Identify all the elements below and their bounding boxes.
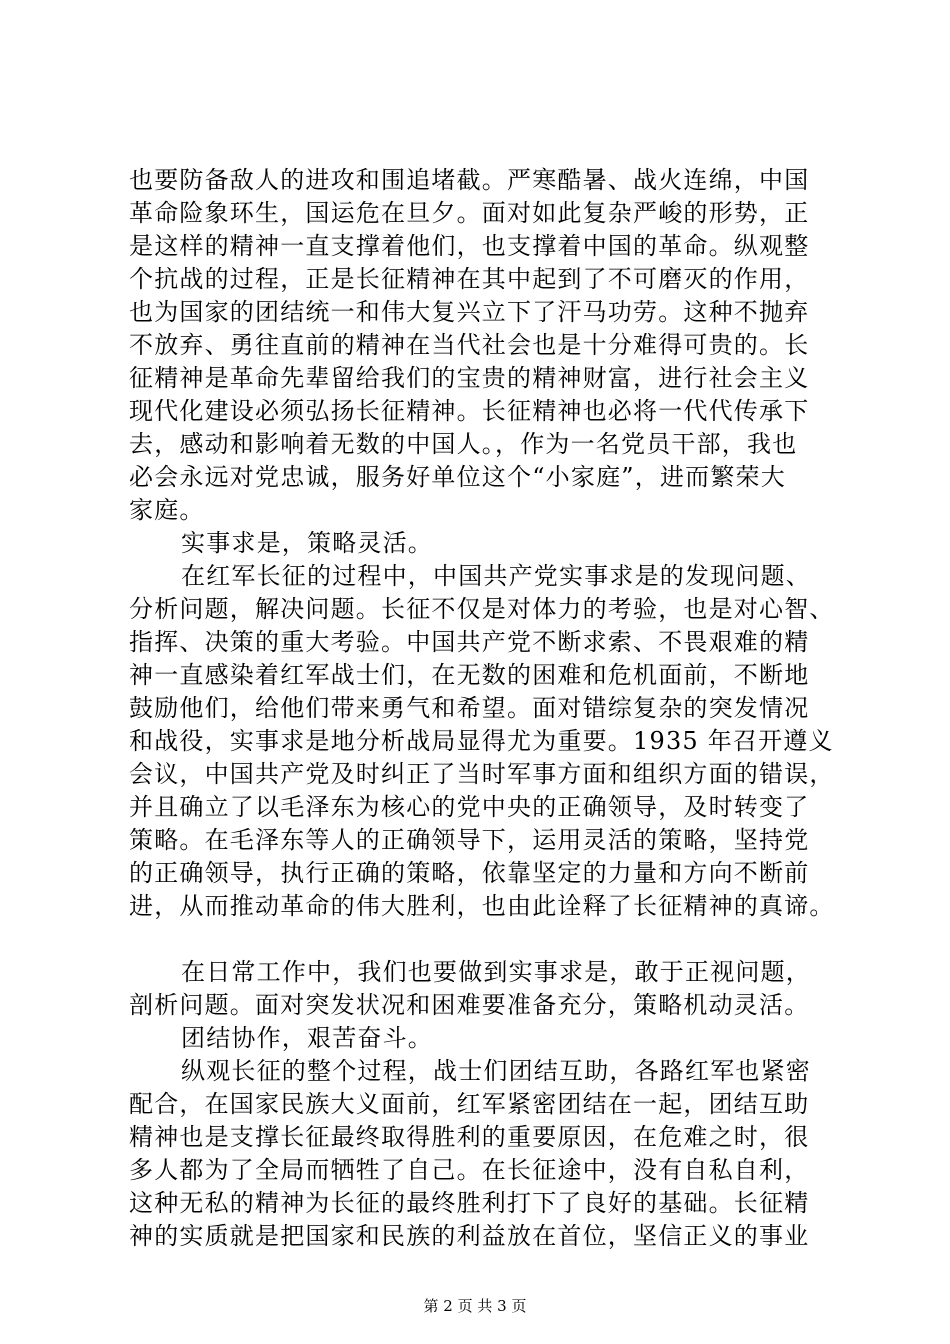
page-footer <box>0 1296 950 1316</box>
text-line: 去，感动和影响着无数的中国人。，作为一名党员干部，我也 <box>129 430 798 458</box>
text-line: 和战役，实事求是地分析战局显得尤为重要。1935 年召开遵义 <box>129 727 834 755</box>
text-line: 进，从而推动革命的伟大胜利，也由此诠释了长征精神的真谛。 <box>129 892 835 920</box>
text-line: 鼓励他们，给他们带来勇气和希望。面对错综复杂的突发情况 <box>129 694 810 722</box>
text-line: 纵观长征的整个过程，战士们团结互助，各路红军也紧密 <box>181 1057 811 1085</box>
text-line: 配合，在国家民族大义面前，红军紧密团结在一起，团结互助 <box>129 1090 810 1118</box>
text-line: 多人都为了全局而牺牲了自己。在长征途中，没有自私自利， <box>129 1156 810 1184</box>
section-heading: 实事求是，策略灵活。 <box>181 529 433 557</box>
text-line: 必会永远对党忠诚，服务好单位这个“小家庭”，进而繁荣大 <box>129 463 786 491</box>
text-line: 分析问题，解决问题。长征不仅是对体力的考验，也是对心智、 <box>129 595 835 623</box>
page-number-label: 第 2 页 共 3 页 <box>423 1297 527 1315</box>
section-heading: 团结协作，艰苦奋斗。 <box>181 1024 433 1052</box>
text-line: 并且确立了以毛泽东为核心的党中央的正确领导，及时转变了 <box>129 793 810 821</box>
text-line: 会议，中国共产党及时纠正了当时军事方面和组织方面的错误， <box>129 760 835 788</box>
text-line: 不放弃、勇往直前的精神在当代社会也是十分难得可贵的。长 <box>129 331 810 359</box>
text-line: 家庭。 <box>129 496 205 524</box>
body-text <box>129 164 849 1253</box>
text-line: 的正确领导，执行正确的策略，依靠坚定的力量和方向不断前 <box>129 859 810 887</box>
text-line: 这种无私的精神为长征的最终胜利打下了良好的基础。长征精 <box>129 1189 810 1217</box>
paragraph-gap <box>129 923 849 956</box>
text-line: 现代化建设必须弘扬长征精神。长征精神也必将一代代传承下 <box>129 397 810 425</box>
text-line: 也要防备敌人的进攻和围追堵截。严寒酷暑、战火连绵，中国 <box>129 166 810 194</box>
text-line: 指挥、决策的重大考验。中国共产党不断求索、不畏艰难的精 <box>129 628 810 656</box>
text-line: 剖析问题。面对突发状况和困难要准备充分，策略机动灵活。 <box>129 991 810 1019</box>
text-line: 个抗战的过程，正是长征精神在其中起到了不可磨灭的作用， <box>129 265 810 293</box>
text-line: 神一直感染着红军战士们，在无数的困难和危机面前，不断地 <box>129 661 810 689</box>
text-line: 神的实质就是把国家和民族的利益放在首位，坚信正义的事业 <box>129 1222 810 1250</box>
text-line: 革命险象环生，国运危在旦夕。面对如此复杂严峻的形势，正 <box>129 199 810 227</box>
text-line: 是这样的精神一直支撑着他们，也支撑着中国的革命。纵观整 <box>129 232 810 260</box>
text-line: 精神也是支撑长征最终取得胜利的重要原因，在危难之时，很 <box>129 1123 810 1151</box>
text-line: 征精神是革命先辈留给我们的宝贵的精神财富，进行社会主义 <box>129 364 810 392</box>
text-line: 策略。在毛泽东等人的正确领导下，运用灵活的策略，坚持党 <box>129 826 810 854</box>
text-line: 也为国家的团结统一和伟大复兴立下了汗马功劳。这种不抛弃 <box>129 298 810 326</box>
text-line: 在红军长征的过程中，中国共产党实事求是的发现问题、 <box>181 562 811 590</box>
text-line: 在日常工作中，我们也要做到实事求是，敢于正视问题， <box>181 958 811 986</box>
